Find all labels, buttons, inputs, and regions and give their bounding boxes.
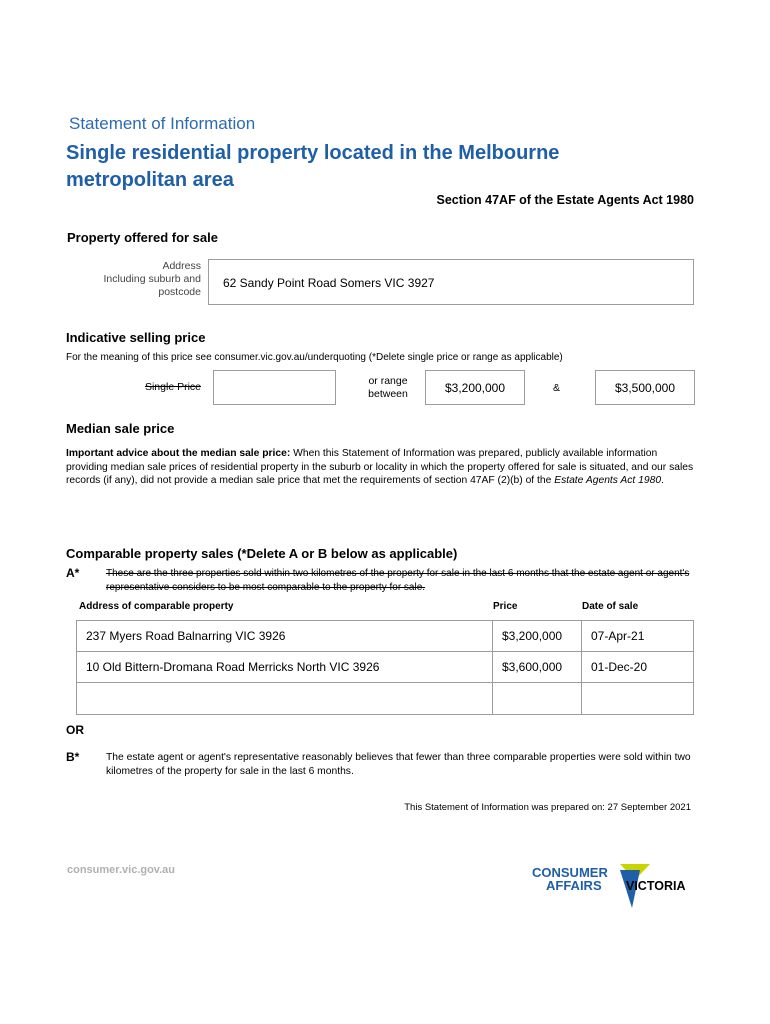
range-low-field[interactable]: $3,200,000 [425, 370, 525, 405]
comparable-heading: Comparable property sales (*Delete A or B below as applicable) [66, 546, 458, 561]
address-label-line-1: Address [162, 260, 201, 272]
document-label: Statement of Information [69, 114, 256, 133]
single-price-label: Single Price [144, 381, 201, 393]
prepared-date-text: This Statement of Information was prepared on: 27 September 2021 [404, 802, 691, 813]
advice-italic: Estate Agents Act 1980 [554, 475, 662, 487]
advice-bold: Important advice about the median sale price: [66, 448, 291, 459]
indicative-meaning-text: For the meaning of this price see consumer.vic.gov.au/underquoting (*Delete single price or range as applicable) [66, 352, 563, 363]
indicative-heading: Indicative selling price [66, 330, 206, 345]
range-high-field[interactable]: $3,500,000 [595, 370, 695, 405]
logo-text-affairs: AFFAIRS [546, 878, 602, 893]
row-address[interactable]: 10 Old Bittern-Dromana Road Merricks North VIC 3926 [77, 652, 493, 683]
address-label-line-2: Including suburb and [103, 273, 201, 285]
table-row [77, 683, 694, 715]
footer-url[interactable]: consumer.vic.gov.au [67, 864, 176, 876]
advice-end: . [661, 475, 664, 487]
or-label: OR [66, 723, 84, 737]
range-label [362, 375, 414, 401]
table-row [77, 621, 694, 652]
logo-graphic [532, 862, 700, 910]
range-label-line-1: or range [368, 375, 408, 387]
option-b-text: The estate agent or agent's representative reasonably believes that fewer than three comparable properties were sold within two kilometres of the property for sale in the last 6 months. [106, 752, 691, 777]
document-title [66, 140, 626, 194]
row-price[interactable]: $3,200,000 [493, 621, 582, 652]
advice-text: When this Statement of Information was prepared, publicly available information providing median sale prices of residential property in the suburb or locality in which the property offered for sale is situated, and our sales records (if any), did not provide a median sale price that met the requirements of section 47AF (2)(b) of the [66, 448, 694, 487]
section-reference: Section 47AF of the Estate Agents Act 1980 [436, 193, 694, 207]
title-line-2: metropolitan area [66, 169, 234, 191]
row-price[interactable] [493, 683, 582, 715]
option-a-letter: A* [66, 566, 80, 580]
row-date[interactable]: 01-Dec-20 [582, 652, 694, 683]
range-label-line-2: between [368, 388, 408, 400]
col-header-address: Address of comparable property [79, 601, 234, 612]
address-label [80, 260, 201, 299]
row-date[interactable] [582, 683, 694, 715]
comparable-table [76, 620, 694, 715]
col-header-price: Price [493, 601, 518, 612]
option-b-letter: B* [66, 750, 80, 764]
address-label-line-3: postcode [158, 286, 201, 298]
option-a-text: These are the three properties sold within two kilometres of the property for sale in the last 6 months that the estate agent or agent's representative considers to be most comparable to the property for sale. [106, 568, 690, 593]
address-field[interactable]: 62 Sandy Point Road Somers VIC 3927 [208, 259, 694, 305]
ampersand: & [553, 382, 561, 394]
median-advice [66, 447, 696, 488]
row-price[interactable]: $3,600,000 [493, 652, 582, 683]
table-row [77, 652, 694, 683]
single-price-field[interactable] [213, 370, 336, 405]
consumer-affairs-victoria-logo [532, 862, 700, 910]
row-date[interactable]: 07-Apr-21 [582, 621, 694, 652]
property-heading: Property offered for sale [67, 230, 218, 245]
row-address[interactable]: 237 Myers Road Balnarring VIC 3926 [77, 621, 493, 652]
logo-text-victoria: VICTORIA [626, 879, 686, 893]
median-heading: Median sale price [66, 421, 175, 436]
col-header-date: Date of sale [582, 601, 639, 612]
row-address[interactable] [77, 683, 493, 715]
logo-text-consumer: CONSUMER [532, 865, 608, 880]
title-line-1: Single residential property located in the Melbourne [66, 142, 560, 164]
